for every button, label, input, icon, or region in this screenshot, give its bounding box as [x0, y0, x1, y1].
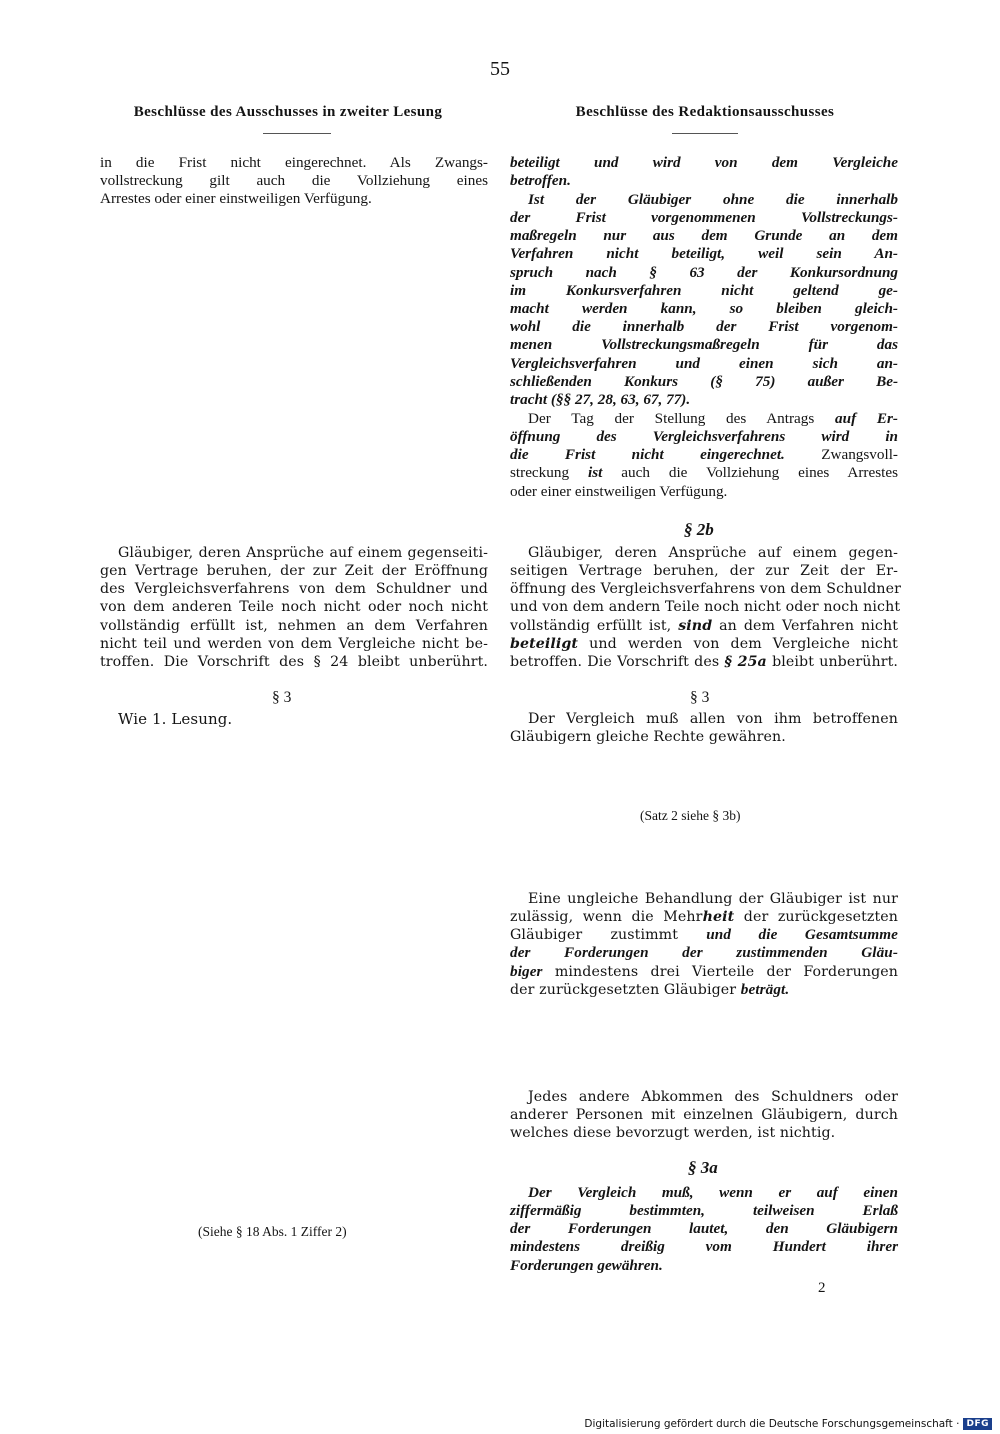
- right-paragraph-5-cont: [510, 728, 898, 746]
- right-heading-rule: [672, 133, 738, 134]
- text-line: die Frist nicht eingerechnet. Zwangsvoll-: [510, 446, 898, 464]
- right-paragraph-1: [510, 154, 898, 190]
- text-line: troffen. Die Vorschrift des § 24 bleibt unberührt.: [100, 654, 488, 671]
- text-line: vollstreckung gilt auch die Vollziehung eines: [100, 172, 488, 190]
- text-line: Gläubiger, deren Ansprüche auf einem gegen-: [528, 545, 898, 561]
- right-paragraph-4-cont: [510, 562, 902, 671]
- right-paragraph-7: [528, 1088, 898, 1106]
- text-line: mindestens dreißig vom Hundert ihrer: [510, 1238, 898, 1256]
- text-line: des Vergleichsverfahrens von dem Schuldner und: [100, 581, 488, 598]
- text-line: maßregeln nur aus dem Grunde an dem: [510, 227, 898, 245]
- text-line: Gläubigern gleiche Rechte gewähren.: [510, 729, 786, 745]
- text-line: Jedes andere Abkommen des Schuldners oder: [528, 1089, 898, 1105]
- text-line: der Forderungen lautet, den Gläubigern: [510, 1220, 898, 1238]
- right-paragraph-3-cont: [510, 428, 898, 501]
- text-line: Forderungen gewähren.: [510, 1256, 663, 1274]
- text-line: Der Vergleich muß allen von ihm betroffenen: [528, 711, 898, 727]
- left-see-note: (Siehe § 18 Abs. 1 Ziffer 2): [198, 1224, 347, 1239]
- text-line: streckung ist auch die Vollziehung eines Arrestes: [510, 464, 899, 482]
- text-line: seitigen Vertrage beruhen, der zur Zeit der Er-: [510, 563, 898, 579]
- text-line: anderer Personen mit einzelnen Gläubigern, durch: [510, 1107, 898, 1123]
- right-paragraph-6: [528, 890, 898, 908]
- right-paragraph-2-cont: [510, 209, 898, 409]
- text-line: im Konkursverfahren nicht geltend ge-: [510, 281, 898, 299]
- right-paragraph-3: [528, 410, 898, 428]
- text-line: der Frist vorgenommenen Vollstreckungs-: [510, 209, 898, 226]
- text-line: der zurückgesetzten Gläubiger beträgt.: [510, 980, 790, 998]
- dfg-logo: DFG: [963, 1418, 992, 1430]
- text-line: tracht (§§ 27, 28, 63, 67, 77).: [510, 391, 691, 409]
- text-line: Der Vergleich muß, wenn er auf einen: [528, 1184, 898, 1201]
- text-line: Eine ungleiche Behandlung der Gläubiger ist nur: [528, 891, 898, 907]
- text-line: und von dem andern Teile noch nicht oder noch nicht: [510, 599, 901, 616]
- text-line: vollständig erfüllt ist, sind an dem Verfahren nicht: [510, 617, 899, 634]
- right-paragraph-8-cont: [510, 1202, 898, 1275]
- text-line: biger mindestens drei Vierteile der Forderungen: [510, 962, 898, 980]
- text-line: gen Vertrage beruhen, der zur Zeit der Eröffnung: [100, 563, 488, 579]
- text-line: Verfahren nicht beteiligt, weil sein An-: [510, 245, 898, 263]
- text-line: oder einer einstweiligen Verfügung.: [510, 482, 728, 500]
- right-paragraph-6-cont: [510, 908, 898, 999]
- left-section-3-heading: § 3: [272, 689, 292, 706]
- text-line: vollständig erfüllt ist, nehmen an dem Verfahren: [100, 617, 488, 634]
- text-line: ziffermäßig bestimmten, teilweisen Erlaß: [510, 1202, 898, 1219]
- right-paragraph-4: [528, 544, 898, 562]
- text-line: nicht teil und werden von dem Vergleiche nicht be-: [100, 635, 488, 652]
- left-column-heading: Beschlüsse des Ausschusses in zweiter Lesung: [133, 104, 443, 120]
- text-line: beteiligt und wird von dem Vergleiche: [510, 154, 898, 171]
- left-paragraph-1: [100, 154, 488, 209]
- text-line: Ist der Gläubiger ohne die innerhalb: [528, 191, 898, 208]
- right-paragraph-2: [528, 191, 898, 209]
- text-line: der Forderungen der zustimmenden Gläu-: [510, 944, 898, 962]
- text-line: öffnung des Vergleichsverfahrens wird in: [510, 428, 898, 445]
- right-section-3a-heading: § 3a: [688, 1158, 718, 1177]
- text-line: macht werden kann, so bleiben gleich-: [510, 300, 898, 318]
- text-line: welches diese bevorzugt werden, ist nichtig.: [510, 1125, 836, 1142]
- right-column-heading: Beschlüsse des Redaktionsausschusses: [575, 104, 835, 120]
- left-paragraph-2: [118, 544, 488, 562]
- left-section-3-text: Wie 1. Lesung.: [118, 710, 233, 728]
- left-heading-rule: [263, 133, 331, 134]
- right-satz-note: (Satz 2 siehe § 3b): [640, 808, 741, 823]
- text-line: Arrestes oder einer einstweiligen Verfügung.: [100, 190, 372, 208]
- text-line: Gläubiger zustimmt und die Gesamtsumme: [510, 926, 898, 944]
- right-section-2b-heading: § 2b: [684, 520, 714, 539]
- text-line: menen Vollstreckungsmaßregeln für das: [510, 336, 898, 354]
- text-line: spruch nach § 63 der Konkursordnung: [510, 263, 898, 281]
- text-line: wohl die innerhalb der Frist vorgenom-: [510, 318, 898, 336]
- footer-text: Digitalisierung gefördert durch die Deutsche Forschungsgemeinschaft ·: [584, 1418, 960, 1430]
- page-number: 55: [490, 58, 510, 80]
- text-line: öffnung des Vergleichsverfahrens von dem Schuldner: [510, 581, 902, 598]
- text-line: zulässig, wenn die Mehrheit der zurückgesetzten: [510, 909, 899, 925]
- text-line: Vergleichsverfahren und einen sich an-: [510, 354, 898, 372]
- text-line: betroffen.: [510, 172, 571, 190]
- right-paragraph-5: [528, 710, 898, 728]
- text-line: von dem anderen Teile noch nicht oder noch nicht: [100, 599, 488, 616]
- text-line: schließenden Konkurs (§ 75) außer Be-: [510, 372, 898, 390]
- sheet-mark: 2: [818, 1280, 826, 1296]
- text-line: betroffen. Die Vorschrift des § 25a bleibt unberührt.: [510, 654, 899, 671]
- text-line: Der Tag der Stellung des Antrags auf Er-: [528, 410, 898, 427]
- right-section-3-heading: § 3: [690, 689, 710, 706]
- left-paragraph-2-cont: [100, 562, 488, 671]
- digitization-footer: [584, 1418, 992, 1430]
- text-line: Gläubiger, deren Ansprüche auf einem gegenseiti-: [118, 545, 488, 561]
- text-line: in die Frist nicht eingerechnet. Als Zwangs-: [100, 154, 488, 171]
- text-line: beteiligt und werden von dem Vergleiche nicht: [510, 635, 898, 652]
- right-paragraph-8: [528, 1184, 898, 1202]
- right-paragraph-7-cont: [510, 1106, 898, 1142]
